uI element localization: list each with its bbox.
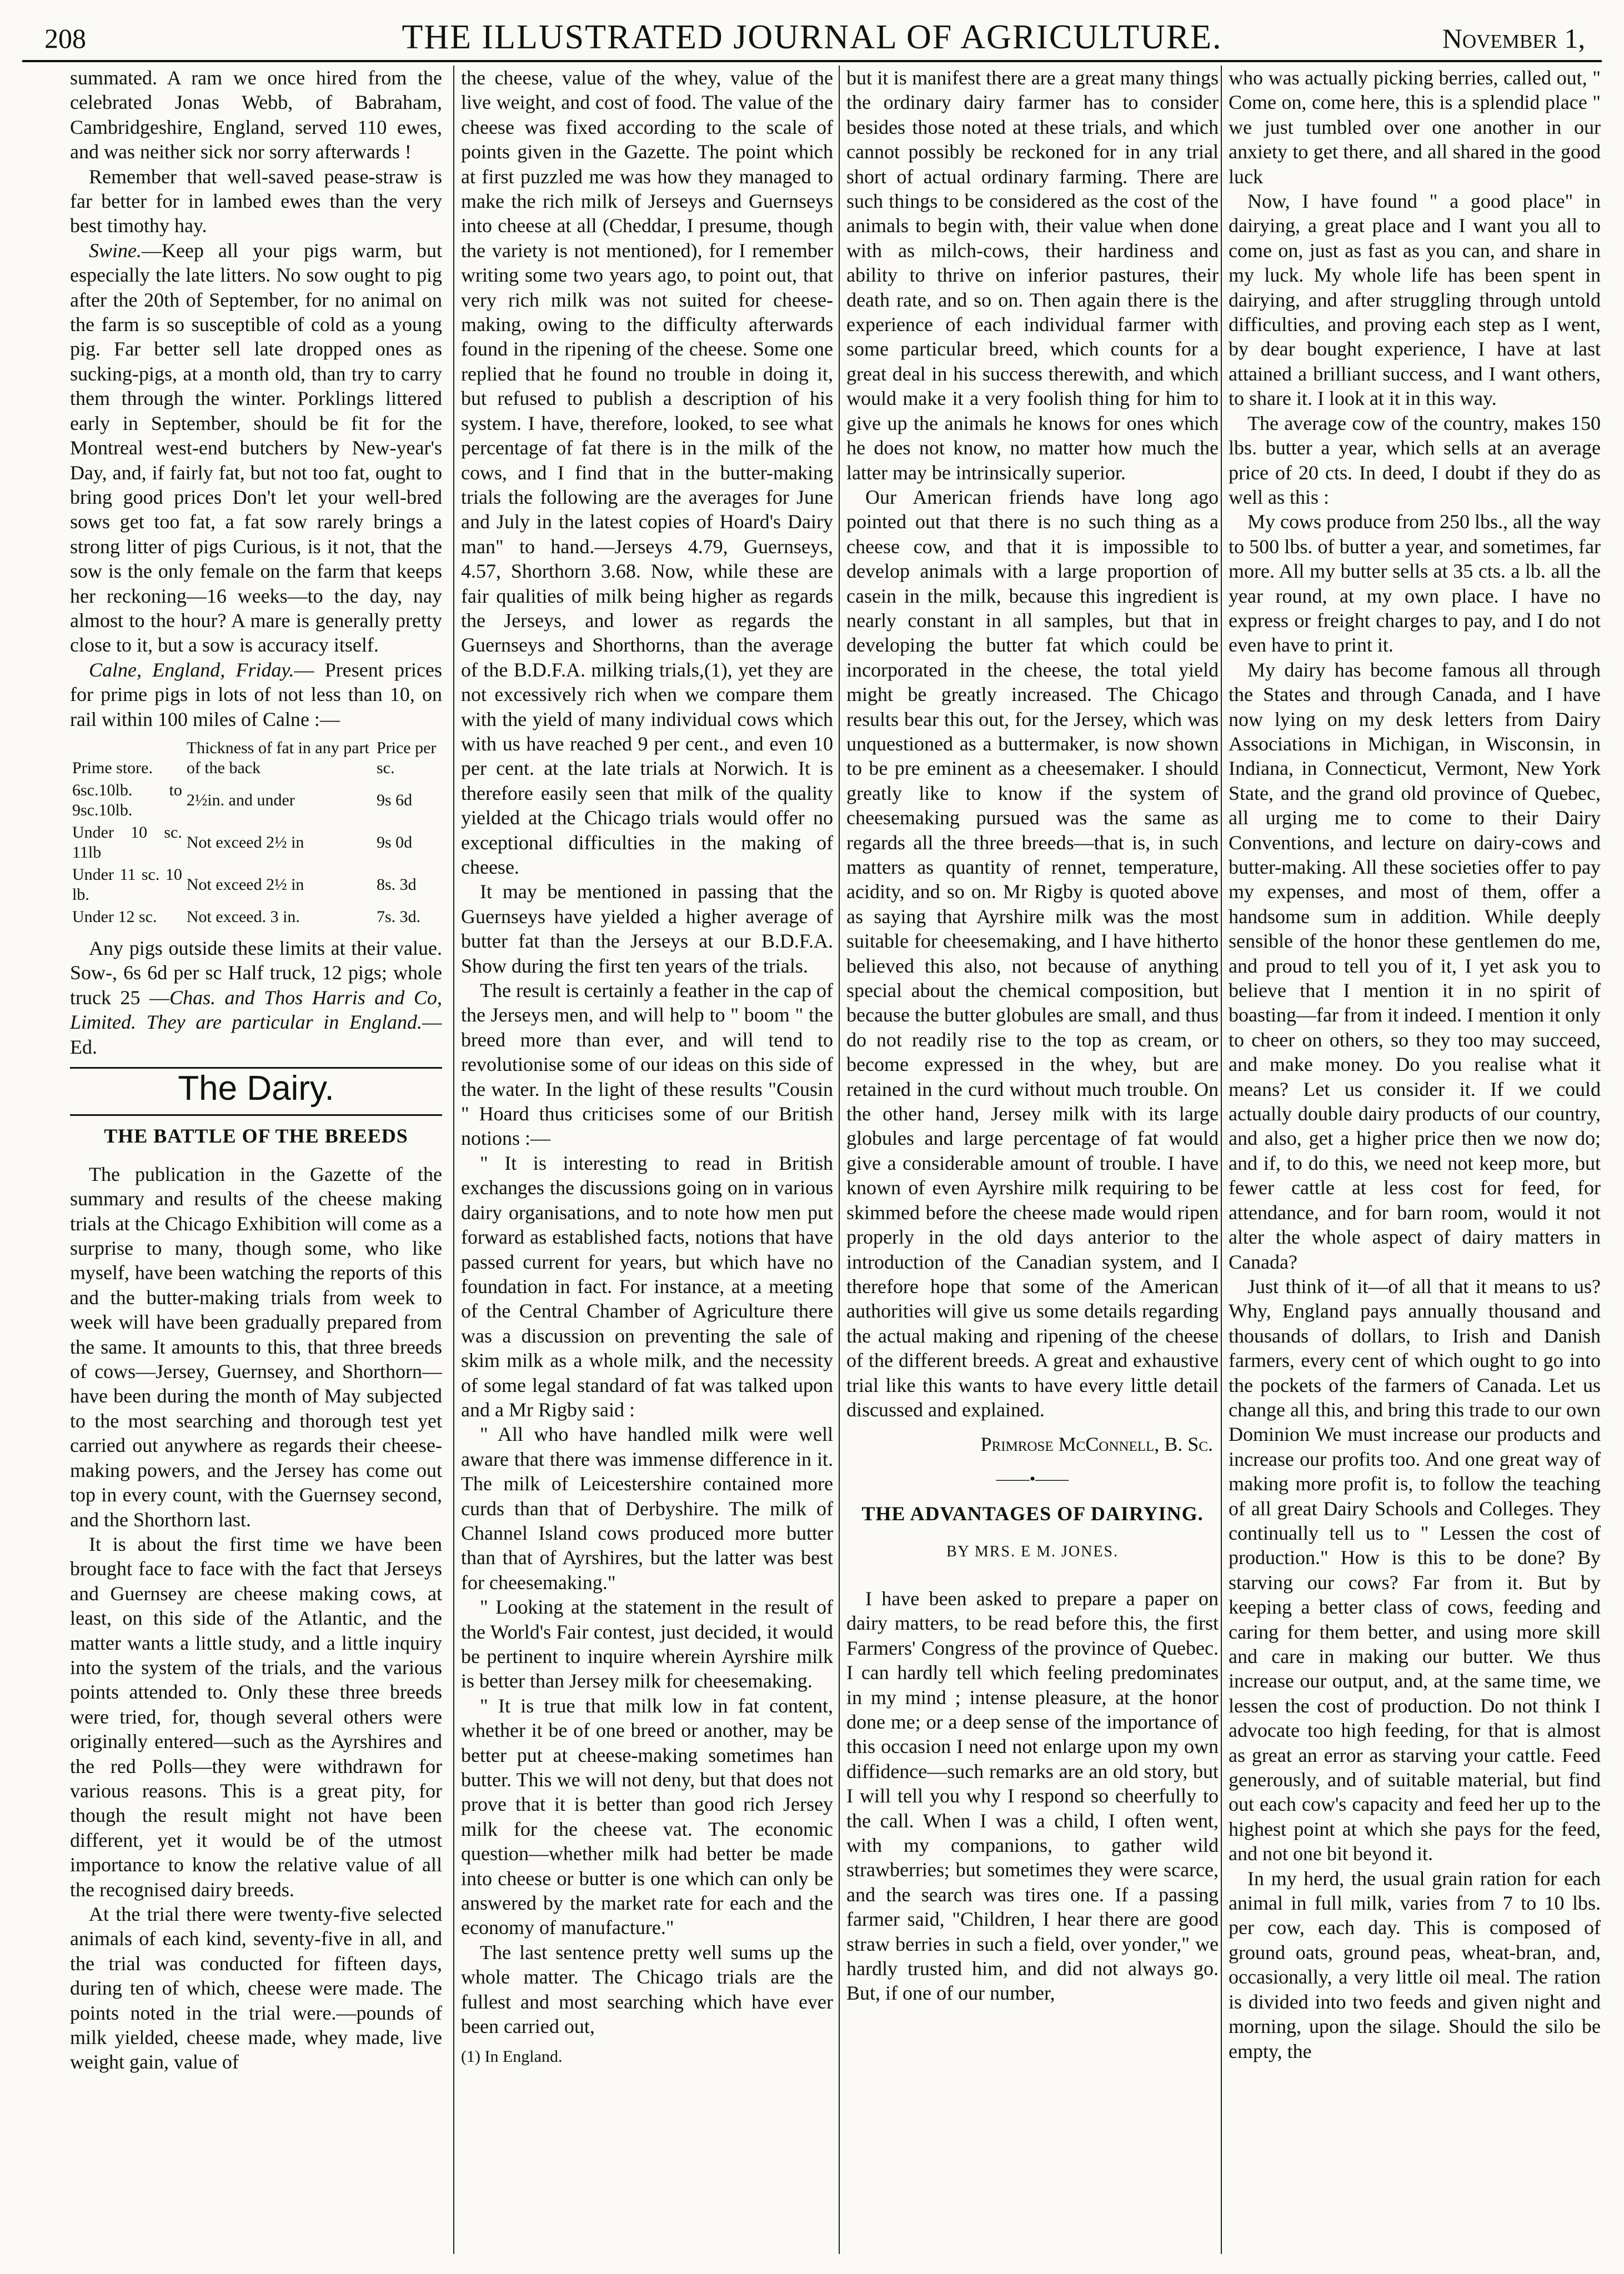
paragraph: " Looking at the statement in the result of the World's Fair contest, just decided, it would be pertinent to inquire wherein Ayrshire milk is better than Jersey milk for cheesemaking. — [461, 1596, 833, 1692]
paragraph: " It is true that milk low in fat content, whether it be of one breed or another, may be better put at cheese-making sometimes han butter. This we will not deny, but that does not prove that it is better than good rich Jersey milk for the cheese vat. The economic question—whether milk had better be made into cheese or butter is one which can only be answered by the market rate for each and the economy of manufacture." — [461, 1694, 833, 1939]
paragraph: Just think of it—of all that it means to us? Why, England pays annually thousand and thousands of dollars, to Irish and Danish farmers, every cent of which ought to go into the pockets of the farmers of Canada. Let us change all this, and bring this trade to our own Dominion We must increase our products and increase our profits too. And one great way of making more profit is, to follow the teaching of all great Dairy Schools and Colleges. They continually tell us to " Lessen the cost of production." How is this to be done? By starving our cows? Far from it. But by keeping a better class of cows, feeding and caring for them better, and using more skill and care in making our butter. We thus increase our output, and, at the same time, we lessen the cost of production. Do not think I advocate too high feeding, for that is almost as great an error as starving your cattle. Feed generously, and of suitable material, but find out each cow's capacity and feed her up to the highest point at which she pays for the feed, and not one bit beyond it. — [1229, 1275, 1601, 1865]
table-row: Under 12 sc. Not exceed. 3 in. 7s. 3d. — [72, 907, 421, 926]
table-row: Under 10 sc. 11lb Not exceed 2½ in 9s 0d — [72, 823, 413, 861]
article-title: THE BATTLE OF THE BREEDS — [104, 1125, 408, 1148]
section-divider — [70, 1067, 442, 1069]
author-signature: Primrose McConnell, B. Sc. — [980, 1433, 1213, 1456]
column-rule — [839, 66, 840, 2254]
paragraph: It is about the first time we have been brought face to face with the fact that Jerseys and Guernsey are cheese making cows, at least, on this side of the Atlantic, and the matter wants a little study, and a little inquiry into the system of the trials, and the various points attended to. Only these three breeds were tried, for, though several others were originally entered—such as the Ayrshires and the red Polls—they were withdrawn for various reasons. This is a great pity, for though the result might not have been different, yet it would be of the utmost importance to know the relative value of all the recognised dairy breeds. — [70, 1532, 442, 1901]
journal-title: THE ILLUSTRATED JOURNAL OF AGRICULTURE. — [402, 18, 1222, 56]
paragraph: The last sentence pretty well sums up the whole matter. The Chicago trials are the fullest and most searching which have ever been carried out, — [461, 1941, 833, 2038]
paragraph: At the trial there were twenty-five selected animals of each kind, seventy-five in all, and the trial was conducted for fifteen days, during ten of which, cheese were made. The points noted in the trial were.—pounds of milk yielded, cheese made, whey made, live weight gain, value of — [70, 1903, 442, 2073]
paragraph: Now, I have found " a good place" in dairying, a great place and I want you all to come on, just as fast as you can, and share in my luck. My whole life has been spent in dairying, and after struggling through untold difficulties, and proving each step as I went, by dear bought experience, I have at last attained a brilliant success, and I want others, to share it. I look at it in this way. — [1229, 190, 1601, 410]
paragraph: I have been asked to prepare a paper on dairy matters, to be read before this, the first Farmers' Congress of the province of Quebec. I can hardly tell which feeling predominates in my mind ; intense pleasure, at the honor done me; or a deep sense of the importance of this occasion I need not enlarge upon my own diffidence—such remarks are an old story, but I will tell you why I respond so cheerfully to the call. When I was a child, I often went, with my companions, to gather wild strawberries; but sometimes they were scarce, and the search was tires one. If a passing farmer said, "Children, I hear there are good straw berries in such a field, over yonder," we hardly trusted him, and did not always go. But, if one of our number, — [846, 1587, 1219, 2005]
page-header — [22, 10, 1602, 62]
pig-price-table — [70, 737, 442, 928]
paragraph: " All who have handled milk were well aware that there was immense difference in it. The milk of Leicestershire contained more curds than that of Derbyshire. The milk of Channel Island cows produced more butter than that of Ayrshires, but the latter was best for cheesemaking." — [461, 1423, 833, 1594]
paragraph: Calne, England, Friday.— Present prices for prime pigs in lots of not less than 10, on rail within 100 miles of Calne :— — [70, 658, 442, 730]
footnote: (1) In England. — [461, 2047, 563, 2066]
paragraph: Our American friends have long ago pointed out that there is no such thing as a cheese cow, and that it is impossible to develop animals with a large proportion of casein in the milk, because this ingredient is nearly constant in all samples, but that in developing the butter fat which could be incorporated in the cheese, the total yield might be greatly increased. The Chicago results bear this out, for the Jersey, which was unquestioned as a buttermaker, is now shown to be pre eminent as a cheesemaker. I should greatly like to know if the system of cheesemaking pursued was the same as regards all the three breeds—that is, in such matters as quantity of rennet, temperature, acidity, and so on. Mr Rigby is quoted above as saying that Ayrshire milk was the most suitable for cheesemaking, and I have hitherto believed this also, not because of anything special about the chemical composition, but because the butter globules are small, and thus do not readily rise to the top as cream, or become expressed in the whey, but are retained in the curd without much trouble. On the other hand, Jersey milk with its large globules and large percentage of fat would give a considerable amount of trouble. I have known of even Ayrshire milk requiring to be skimmed before the cheese made would ripen properly in the old days anterior to the introduction of the Canadian system, and I therefore hope that some of the American authorities will give us some details regarding the actual making and ripening of the cheese of the different breeds. A great and exhaustive trial like this wants to have every little detail discussed and explained. — [846, 485, 1219, 1421]
table-header: Price per sc. — [376, 738, 437, 777]
page-number: 208 — [44, 23, 86, 54]
paragraph: The publication in the Gazette of the summary and results of the cheese making trials at the Chicago Exhibition will come as a surprise to many, though some, who like myself, have been watching the reports of this and the butter-making trials from week to week will have been gradually prepared from the same. It amounts to this, that three breeds of cows—Jersey, Guernsey, and Shorthorn—have been during the month of May subjected to the most searching and thorough test yet carried out anywhere as regards their cheese-making powers, and the Jersey has come out top in every count, with the Guernsey second, and the Shorthorn last. — [70, 1163, 442, 1531]
run-in-heading: Calne, England, Friday. — [89, 658, 294, 681]
column-3 — [846, 66, 1219, 2254]
column-1 — [70, 66, 442, 2254]
run-in-heading: Swine. — [89, 239, 142, 262]
table-header: Prime store. — [72, 758, 153, 777]
paragraph: Remember that well-saved pease-straw is far better for in lambed ewes than the very best timothy hay. — [70, 165, 442, 237]
section-divider — [70, 1114, 442, 1116]
paragraph: The result is certainly a feather in the cap of the Jerseys men, and will help to " boom " the breed more than ever, and will tend to revolutionise some of our ideas on this side of the water. In the light of these results "Cousin " Hoard thus criticises some of our British notions :— — [461, 979, 833, 1150]
paragraph: Any pigs outside these limits at their value. Sow-, 6s 6d per sc Half truck, 12 pigs; whole truck 25 —Chas. and Thos Harris and Co, Limited. They are particular in England.—Ed. — [70, 936, 442, 1058]
column-4 — [1229, 66, 1601, 2254]
paragraph: but it is manifest there are a great many things the ordinary dairy farmer has to consider besides those noted at these trials, and which cannot possibly be reckoned for in any trial short of actual ordinary farming. There are such things to be considered as the cost of the animals to begin with, their value when done with as milch-cows, their hardiness and ability to thrive on inferior pastures, their death rate, and so on. Then again there is the experience of each individual farmer with some particular breed, which counts for a great deal in his success therewith, and which would make it a very foolish thing for him to give up the animals he knows for ones which he does not know, no matter how much the latter may be intrinsically superior. — [846, 67, 1219, 484]
ornament-divider: ——•—— — [996, 1469, 1069, 1488]
paragraph: who was actually picking berries, called out, " Come on, come here, this is a splendid place " we just tumbled over one another in our anxiety to get there, and all shared in the good luck — [1229, 67, 1601, 188]
paragraph: Swine.—Keep all your pigs warm, but especially the late litters. No sow ought to pig after the 20th of September, for no animal on the farm is so susceptible of cold as a young pig. Far better sell late dropped ones as sucking-pigs, at a month old, than try to carry them through the winter. Porklings littered early in September, should be fit for the Montreal west-end butchers by New-year's Day, and, if fairly fat, but not too fat, ought to bring good prices Don't let your well-bred sows get too fat, a fat sow rarely brings a strong litter of pigs Curious, is it not, that the sow is the only female on the farm that keeps her reckoning—16 weeks—to the day, nay almost to the hour? A mare is generally pretty close to it, but a sow is accuracy itself. — [70, 239, 442, 657]
paragraph: In my herd, the usual grain ration for each animal in full milk, varies from 7 to 10 lbs. per cow, each day. This is composed of ground oats, ground peas, wheat-bran, and, occasionally, a very little oil meal. The ration is divided into two feeds and given night and morning, upon the silage. Should the silo be empty, the — [1229, 1867, 1601, 2062]
column-rule — [453, 66, 454, 2254]
issue-date: November 1, — [1442, 23, 1585, 54]
column-rule — [1221, 66, 1222, 2254]
paragraph: The average cow of the country, makes 150 lbs. butter a year, which sells at an average price of 20 cts. In deed, I doubt if they do as well as this : — [1229, 412, 1601, 508]
article-title: THE ADVANTAGES OF DAIRYING. — [861, 1502, 1204, 1525]
paragraph: summated. A ram we once hired from the celebrated Jonas Webb, of Babraham, Cambridgeshire, England, served 110 ewes, and was neither sick nor sorry afterwards ! — [70, 67, 442, 163]
column-2 — [461, 66, 833, 2254]
paragraph: It may be mentioned in passing that the Guernseys have yielded a higher average of butter fat than the Jerseys at our B.D.F.A. Show during the first ten years of the trials. — [461, 880, 833, 977]
paragraph: the cheese, value of the whey, value of the live weight, and cost of food. The value of the cheese was fixed according to the scale of points given in the Gazette. The point which at first puzzled me was how they managed to make the rich milk of Jerseys and Guernseys into cheese at all (Cheddar, I presume, though the variety is not mentioned), for I remember writing some two years ago, to point out, that very rich milk was not suited for cheese-making, owing to the difficulty afterwards found in the ripening of the cheese. Some one replied that he found no trouble in doing it, but refused to publish a description of his system. I have, therefore, looked, to see what percentage of fat there is in the milk of the cows, and I find that in the butter-making trials the following are the averages for June and July in the latest copies of Hoard's Dairy man" to hand.—Jerseys 4.79, Guernseys, 4.57, Shorthorn 3.68. Now, while these are fair qualities of milk being higher as regards the Jerseys, and lower as regards the Guernseys and Shorthorns, than the average of the B.D.F.A. milking trials,(1), yet they are not excessively rich when we compare them with the yield of many individual cows which with us have reached 9 per cent., and even 10 per cent. at the late trials at Norwich. It is therefore easily seen that milk of the quality yielded at the Chicago trials would offer no exceptional difficulties in the making of cheese. — [461, 67, 833, 878]
section-title: The Dairy. — [178, 1069, 334, 1108]
table-row: Under 11 sc. 10 lb. Not exceed 2½ in 8s. 3d — [72, 865, 417, 904]
table-header: Thickness of fat in any part of the back — [186, 738, 369, 777]
paragraph: " It is interesting to read in British exchanges the discussions going on in various dairy organisations, and to note how men put forward as established facts, notions that have passed current for years, but which have no foundation in fact. For instance, at a meeting of the Central Chamber of Agriculture there was a discussion on preventing the sale of skim milk as a whole milk, and the necessity of some legal standard of fat was talked upon and a Mr Rigby said : — [461, 1151, 833, 1421]
paragraph: My cows produce from 250 lbs., all the way to 500 lbs. of butter a year, and sometimes, far more. All my butter sells at 35 cts. a lb. all the year round, at my own place. I have no express or freight charges to pay, and I do not even have to print it. — [1229, 510, 1601, 657]
table-row: 6sc.10lb. to 9sc.10lb. 2½in. and under 9s 6d — [72, 780, 413, 819]
paragraph: My dairy has become famous all through the States and through Canada, and I have now lying on my desk letters from Dairy Associations in Michigan, in Wisconsin, in Indiana, in Connecticut, Vermont, New York State, and the grand old province of Quebec, all urging me to come to their Dairy Conventions, and lecture on dairy-cows and butter-making. All these societies offer to pay my expenses, and most of them, offer a handsome sum in addition. While deeply sensible of the honor these gentlemen do me, and proud to tell you of it, I yet ask you to believe that I mention it in no spirit of boasting—far from it indeed. I mention it only to cheer on others, so they too may succeed, and make money. Do you realise what it means? Let us consider it. If we could actually double dairy products of our country, and also, get a higher price then we now do; and if, to do this, we need not keep more, but fewer cattle at less cost for feed, for attendance, and for barn room, would it not alter the whole aspect of dairy matters in Canada? — [1229, 658, 1601, 1273]
byline: BY MRS. E M. JONES. — [946, 1542, 1119, 1560]
